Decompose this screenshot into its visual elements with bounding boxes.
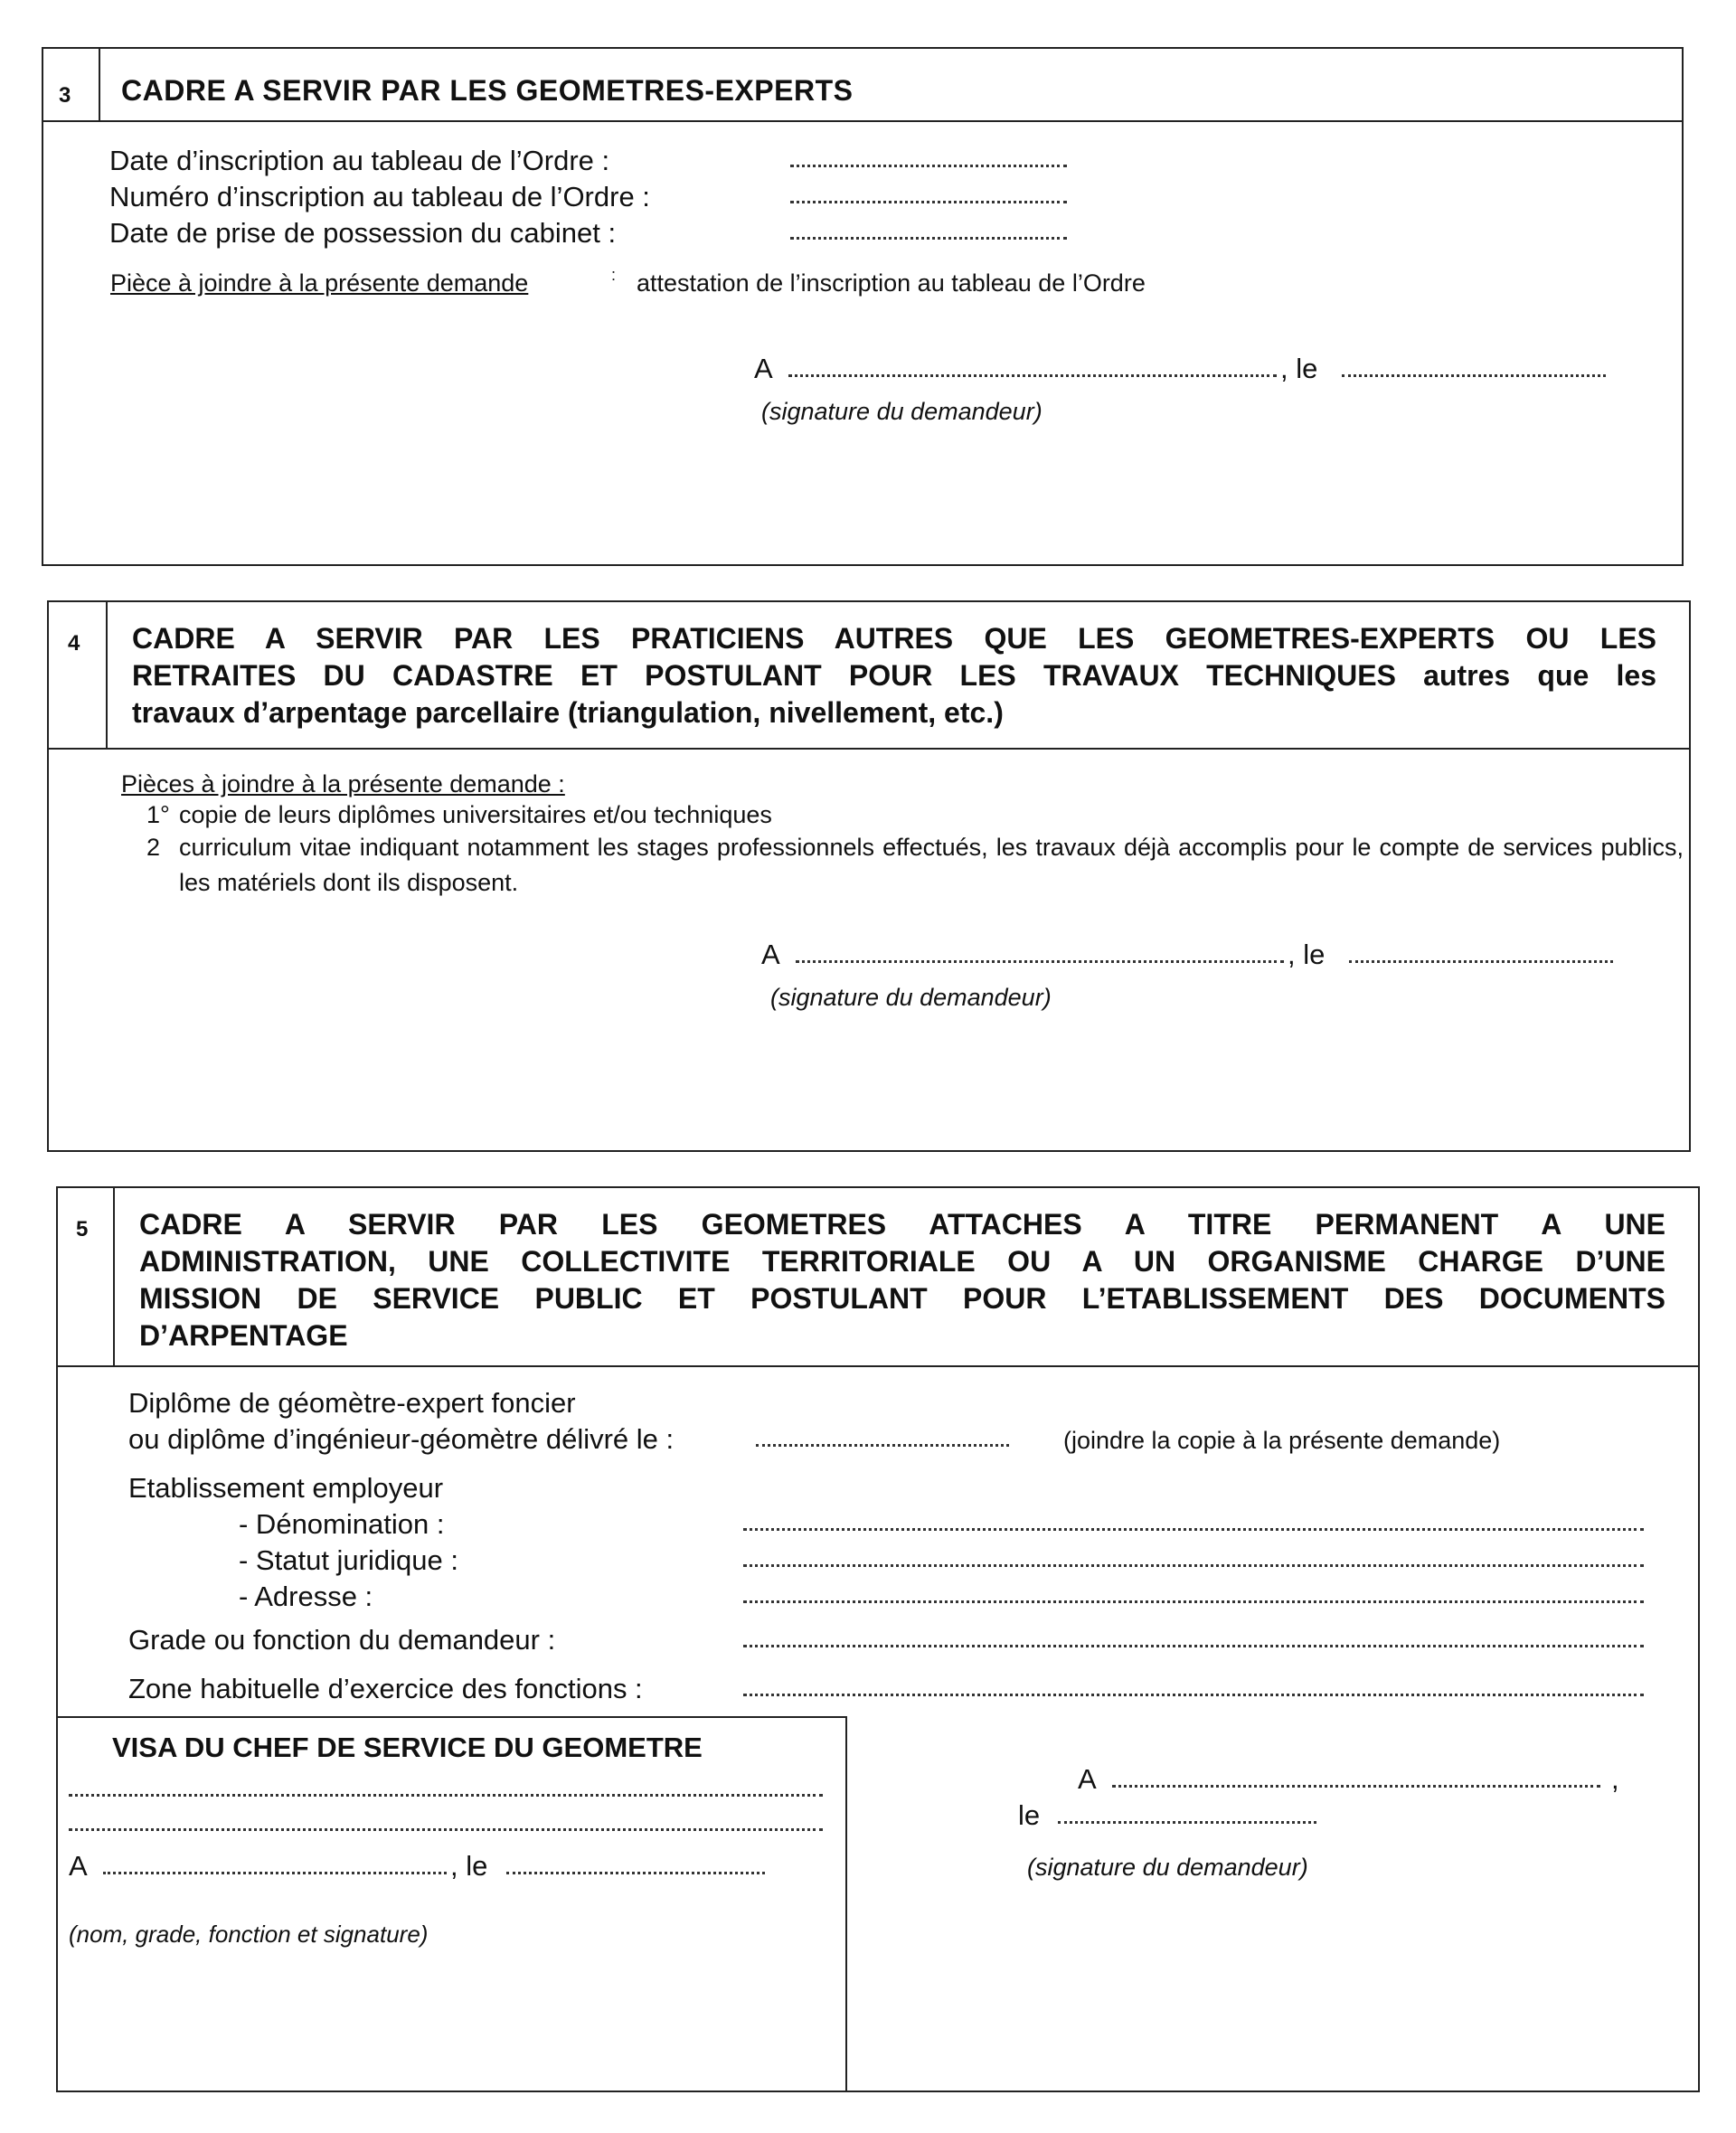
- date-field[interactable]: [1349, 960, 1613, 963]
- diploma-label: Diplôme de géomètre-expert foncier: [128, 1387, 576, 1419]
- date-label: , le: [1288, 939, 1326, 970]
- zone-label: Zone habituelle d’exercice des fonctions :: [128, 1673, 643, 1704]
- employer-name-label: - Dénomination :: [239, 1508, 445, 1540]
- visa-title: VISA DU CHEF DE SERVICE DU GEOMETRE: [112, 1732, 703, 1763]
- registration-date-label: Date d’inscription au tableau de l’Ordre :: [109, 145, 610, 176]
- item-marker: 1°: [146, 801, 170, 828]
- place-label: A: [754, 353, 773, 384]
- signature-caption: (signature du demandeur): [770, 984, 1052, 1011]
- grade-field[interactable]: [743, 1645, 1644, 1647]
- diploma-date-label: ou diplôme d’ingénieur-géomètre délivré le :: [128, 1423, 675, 1455]
- applicant-date-label: le: [1018, 1799, 1041, 1831]
- applicant-place-label: A: [1078, 1763, 1097, 1795]
- registration-number-field[interactable]: [790, 201, 1067, 203]
- employer-address-label: - Adresse :: [239, 1581, 373, 1612]
- section-title-line: CADRE A SERVIR PAR LES GEOMETRES ATTACHES A TITRE PERMANENT A UNE: [139, 1208, 1665, 1241]
- section-4-number-divider: [106, 600, 108, 749]
- section-4-header-divider: [47, 748, 1691, 750]
- employer-status-field[interactable]: [743, 1564, 1644, 1567]
- signature-caption: (signature du demandeur): [761, 398, 1043, 425]
- visa-place-field[interactable]: [103, 1872, 447, 1874]
- attachment-text: attestation de l’inscription au tableau de l’Ordre: [637, 269, 1146, 297]
- possession-date-field[interactable]: [790, 237, 1067, 240]
- zone-field[interactable]: [743, 1694, 1644, 1696]
- section-title-line: ADMINISTRATION, UNE COLLECTIVITE TERRITORIALE OU A UN ORGANISME CHARGE D’UNE: [139, 1245, 1665, 1278]
- item-text: copie de leurs diplômes universitaires et/ou techniques: [179, 801, 772, 828]
- visa-date-field[interactable]: [506, 1872, 765, 1874]
- item-marker: 2: [146, 834, 161, 861]
- attachments-label: Pièces à joindre à la présente demande :: [121, 770, 565, 798]
- applicant-date-field[interactable]: [1058, 1821, 1316, 1824]
- visa-box: [56, 1716, 847, 2092]
- registration-date-field[interactable]: [790, 165, 1067, 167]
- visa-date-label: , le: [450, 1850, 488, 1882]
- section-5-header-divider: [56, 1365, 1700, 1367]
- section-title-line: D’ARPENTAGE: [139, 1319, 348, 1352]
- section-title-line: MISSION DE SERVICE PUBLIC ET POSTULANT POUR L’ETABLISSEMENT DES DOCUMENTS: [139, 1282, 1665, 1315]
- employer-status-label: - Statut juridique :: [239, 1544, 458, 1576]
- visa-place-label: A: [69, 1850, 88, 1882]
- section-number: 3: [59, 83, 71, 108]
- section-3-frame: [42, 47, 1684, 566]
- item-text: curriculum vitae indiquant notamment les stages professionnels effectués, les travaux déjà accomplis pour le compte de services publics, les matériels dont ils disposent.: [179, 834, 1684, 896]
- place-field[interactable]: [796, 960, 1284, 963]
- attachment-separator: :: [611, 266, 617, 284]
- section-3-header-divider: [42, 120, 1684, 122]
- place-field[interactable]: [788, 374, 1277, 377]
- visa-line-2[interactable]: [69, 1828, 823, 1831]
- section-title-line: RETRAITES DU CADASTRE ET POSTULANT POUR LES TRAVAUX TECHNIQUES autres que les: [132, 659, 1656, 692]
- section-number: 5: [76, 1217, 89, 1241]
- date-field[interactable]: [1342, 374, 1606, 377]
- grade-label: Grade ou fonction du demandeur :: [128, 1624, 556, 1656]
- visa-line-1[interactable]: [69, 1794, 823, 1797]
- section-title-line: travaux d’arpentage parcellaire (triangulation, nivellement, etc.): [132, 696, 1004, 729]
- diploma-note: (joindre la copie à la présente demande): [1063, 1427, 1501, 1454]
- attachment-label: Pièce à joindre à la présente demande: [110, 269, 529, 297]
- applicant-comma: ,: [1611, 1763, 1619, 1795]
- applicant-place-field[interactable]: [1112, 1785, 1600, 1788]
- employer-name-field[interactable]: [743, 1528, 1644, 1531]
- section-title: CADRE A SERVIR PAR LES GEOMETRES-EXPERTS: [121, 74, 854, 107]
- section-5-number-divider: [113, 1186, 115, 1366]
- place-label: A: [761, 939, 780, 970]
- applicant-signature-caption: (signature du demandeur): [1027, 1854, 1308, 1881]
- employer-heading: Etablissement employeur: [128, 1472, 444, 1504]
- section-number: 4: [68, 631, 80, 656]
- possession-date-label: Date de prise de possession du cabinet :: [109, 217, 617, 249]
- section-title-line: CADRE A SERVIR PAR LES PRATICIENS AUTRES QUE LES GEOMETRES-EXPERTS OU LES: [132, 622, 1656, 655]
- visa-signature-caption: (nom, grade, fonction et signature): [69, 1921, 429, 1948]
- employer-address-field[interactable]: [743, 1600, 1644, 1603]
- date-label: , le: [1280, 353, 1318, 384]
- diploma-date-field[interactable]: [756, 1444, 1009, 1447]
- registration-number-label: Numéro d’inscription au tableau de l’Ordre :: [109, 181, 650, 212]
- section-3-number-divider: [99, 47, 100, 121]
